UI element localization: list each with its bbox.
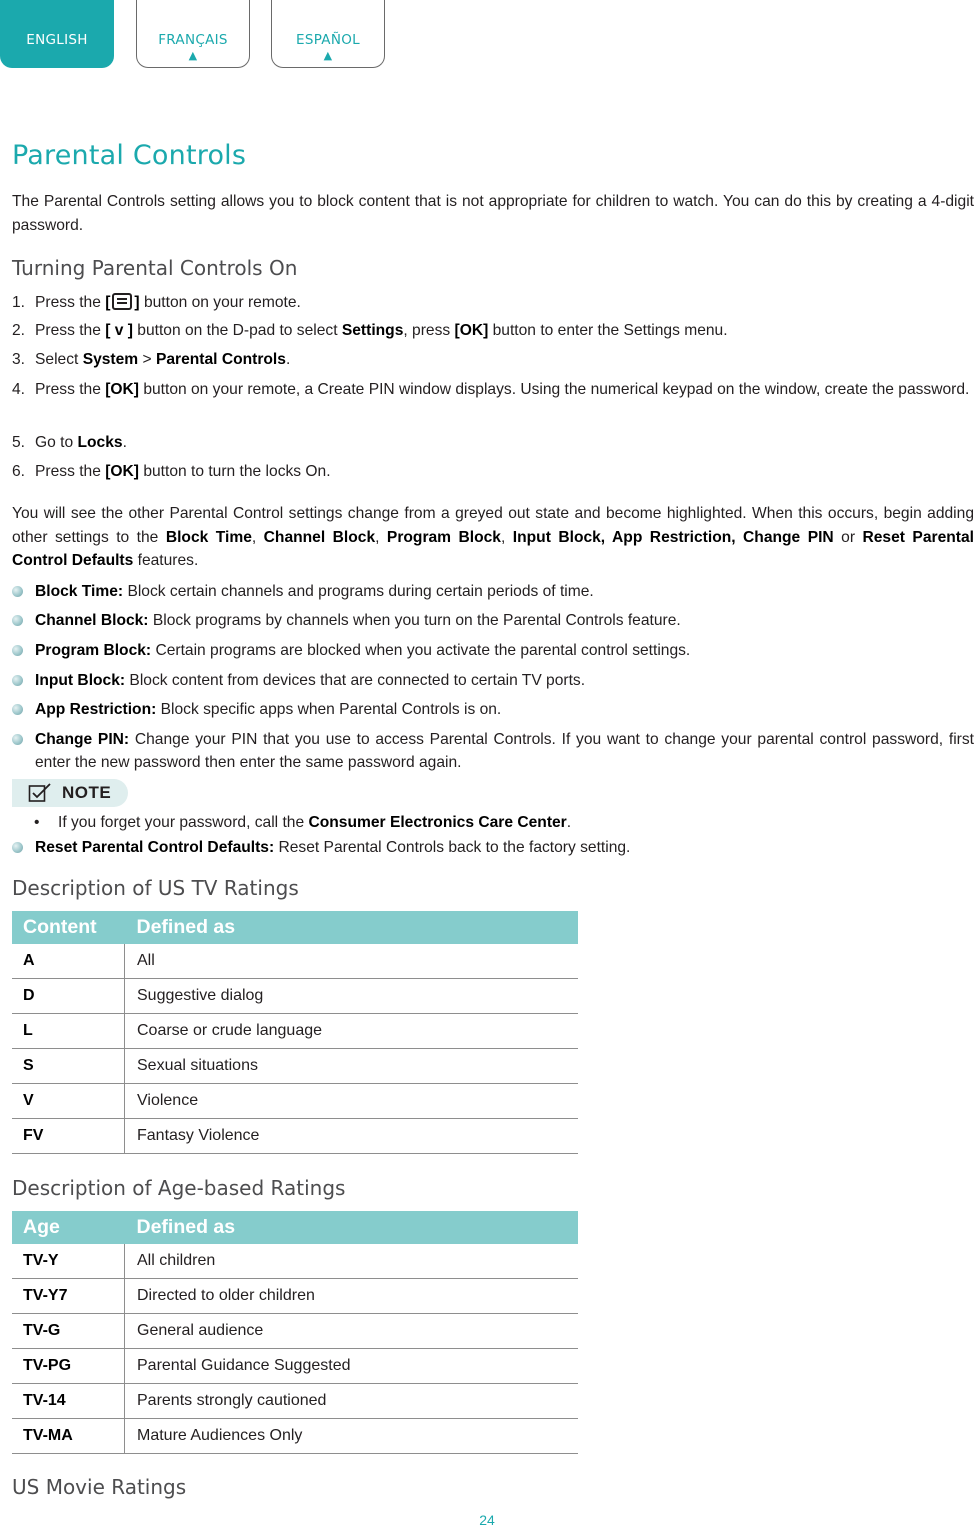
rating-code: TV-Y xyxy=(12,1244,125,1279)
table-header-cell: Age xyxy=(12,1211,125,1244)
rating-code: FV xyxy=(12,1119,125,1154)
rating-code: A xyxy=(12,944,125,979)
tab-espanol-label: ESPAÑOL xyxy=(296,32,360,48)
feature-desc: Change your PIN that you use to access Parental Controls. If you want to change your parental control password, first enter the new password then enter the same password again. xyxy=(35,731,974,771)
table-header-cell: Defined as xyxy=(125,911,579,944)
page-title: Parental Controls xyxy=(12,140,247,171)
rating-definition: Violence xyxy=(125,1084,579,1119)
feature-desc: Reset Parental Controls back to the factory setting. xyxy=(274,839,631,856)
tab-francais[interactable] xyxy=(136,0,250,68)
step-key: [OK] xyxy=(454,322,489,339)
tab-english-label: ENGLISH xyxy=(26,32,88,48)
feature-desc: Certain programs are blocked when you activate the parental control settings. xyxy=(151,642,691,659)
rating-definition: General audience xyxy=(125,1314,579,1349)
arrow-up-icon: ▲ xyxy=(323,49,333,62)
rating-code: TV-14 xyxy=(12,1384,125,1419)
rating-code: L xyxy=(12,1014,125,1049)
step-key: Parental Controls xyxy=(155,351,286,368)
step-text: button to turn the locks On. xyxy=(138,463,331,480)
rating-definition: Fantasy Violence xyxy=(125,1119,579,1154)
feature-item xyxy=(12,580,974,603)
para-text: You will see the other Parental Control settings change from a greyed out state and become highlighted. When this occurs, begin adding other settings to the xyxy=(12,505,974,546)
feature-item xyxy=(12,639,974,662)
table-row xyxy=(12,1419,578,1454)
page-number: 24 xyxy=(479,1512,495,1528)
tab-english[interactable] xyxy=(0,0,114,68)
table-row xyxy=(12,1279,578,1314)
rating-code: TV-PG xyxy=(12,1349,125,1384)
menu-icon xyxy=(112,293,132,310)
step-1 xyxy=(12,291,974,314)
note-badge xyxy=(12,779,128,807)
step-key: [OK] xyxy=(105,463,139,480)
step-3 xyxy=(12,348,974,371)
tab-francais-label: FRANÇAIS xyxy=(158,32,228,48)
table-row xyxy=(12,944,578,979)
rating-code: D xyxy=(12,979,125,1014)
age-ratings-table xyxy=(12,1211,578,1454)
rating-definition: Parents strongly cautioned xyxy=(125,1384,579,1419)
para-bold: Input Block, App Restriction, Change PIN xyxy=(512,528,834,546)
step-text: Press the xyxy=(35,294,106,311)
note-item xyxy=(36,811,571,834)
highlight-paragraph xyxy=(12,502,974,573)
feature-item xyxy=(12,836,974,859)
step-key: [OK] xyxy=(105,381,139,398)
note-text: . xyxy=(566,814,572,831)
bullet-dot-icon xyxy=(12,615,23,626)
rating-code: TV-G xyxy=(12,1314,125,1349)
step-key: [ v ] xyxy=(105,322,133,339)
arrow-up-icon: ▲ xyxy=(188,49,198,62)
step-number: 4. xyxy=(12,381,26,398)
note-bold: Consumer Electronics Care Center xyxy=(308,814,567,831)
step-text: Press the xyxy=(35,381,106,398)
para-bold: Channel Block xyxy=(263,528,376,546)
rating-code: TV-Y7 xyxy=(12,1279,125,1314)
step-number: 3. xyxy=(12,351,26,368)
bullet-mark: • xyxy=(34,814,40,831)
table-header-row xyxy=(12,1211,578,1244)
step-key: System xyxy=(82,351,139,368)
table-row xyxy=(12,1384,578,1419)
para-text: , xyxy=(500,528,513,546)
section-heading-age: Description of Age-based Ratings xyxy=(12,1176,346,1200)
para-text: , xyxy=(375,528,387,546)
bracket-close: ] xyxy=(134,294,140,311)
tab-espanol[interactable] xyxy=(271,0,385,68)
table-row xyxy=(12,1049,578,1084)
bullet-dot-icon xyxy=(12,842,23,853)
step-number: 6. xyxy=(12,463,26,480)
bullet-dot-icon xyxy=(12,586,23,597)
para-text: features. xyxy=(133,552,199,569)
step-text: Go to xyxy=(35,434,78,451)
table-row xyxy=(12,1349,578,1384)
table-header-cell: Defined as xyxy=(125,1211,579,1244)
rating-definition: All xyxy=(125,944,579,979)
table-row xyxy=(12,1314,578,1349)
step-number: 5. xyxy=(12,434,26,451)
note-label: NOTE xyxy=(62,783,112,802)
feature-item xyxy=(12,728,974,774)
step-text: button on your remote. xyxy=(139,294,301,311)
feature-desc: Block certain channels and programs during certain periods of time. xyxy=(123,583,594,600)
note-text: If you forget your password, call the xyxy=(58,814,309,831)
table-row xyxy=(12,1084,578,1119)
rating-definition: Coarse or crude language xyxy=(125,1014,579,1049)
table-row xyxy=(12,1119,578,1154)
feature-item xyxy=(12,609,974,632)
step-5 xyxy=(12,431,974,454)
step-text: , press xyxy=(403,322,455,339)
para-text: , xyxy=(251,528,264,546)
step-text: button to enter the Settings menu. xyxy=(488,322,728,339)
section-heading-us-tv: Description of US TV Ratings xyxy=(12,876,299,900)
feature-term: Reset Parental Control Defaults: xyxy=(35,839,275,856)
step-key: Locks xyxy=(77,434,123,451)
table-row xyxy=(12,1014,578,1049)
rating-definition: Parental Guidance Suggested xyxy=(125,1349,579,1384)
bullet-dot-icon xyxy=(12,704,23,715)
rating-definition: Mature Audiences Only xyxy=(125,1419,579,1454)
feature-item xyxy=(12,669,974,692)
feature-term: Change PIN: xyxy=(35,731,130,748)
feature-desc: Block content from devices that are connected to certain TV ports. xyxy=(125,672,586,689)
para-text: or xyxy=(833,528,863,546)
rating-definition: Sexual situations xyxy=(125,1049,579,1084)
feature-term: Block Time: xyxy=(35,583,124,600)
step-text: button on your remote, a Create PIN window displays. Using the numerical keypad on the window, create the password. xyxy=(138,381,970,398)
rating-definition: Suggestive dialog xyxy=(125,979,579,1014)
rating-code: V xyxy=(12,1084,125,1119)
intro-paragraph: The Parental Controls setting allows you to block content that is not appropriate for children to watch. You can do this by creating a 4-digit password. xyxy=(12,193,974,234)
step-key: Settings xyxy=(341,322,404,339)
step-number: 1. xyxy=(12,294,26,311)
section-heading-turning-on: Turning Parental Controls On xyxy=(12,256,298,280)
step-text: . xyxy=(285,351,291,368)
feature-term: Input Block: xyxy=(35,672,126,689)
step-text: . xyxy=(122,434,127,451)
step-2 xyxy=(12,319,974,342)
feature-desc: Block programs by channels when you turn on the Parental Controls feature. xyxy=(148,612,681,629)
feature-item xyxy=(12,698,974,721)
table-header-row xyxy=(12,911,578,944)
para-bold: Reset Parental Control Defaults xyxy=(12,528,974,569)
step-text: button on the D-pad to select xyxy=(132,322,342,339)
step-4 xyxy=(12,378,974,401)
table-row xyxy=(12,979,578,1014)
note-check-icon xyxy=(28,783,52,803)
step-text: Select xyxy=(35,351,83,368)
table-header-cell: Content xyxy=(12,911,125,944)
rating-definition: All children xyxy=(125,1244,579,1279)
feature-term: Channel Block: xyxy=(35,612,149,629)
table-row xyxy=(12,1244,578,1279)
feature-desc: Block specific apps when Parental Controls is on. xyxy=(156,701,502,718)
step-text: Press the xyxy=(35,463,106,480)
para-bold: Block Time xyxy=(165,528,252,546)
rating-code: S xyxy=(12,1049,125,1084)
us-tv-ratings-table xyxy=(12,911,578,1154)
para-bold: Program Block xyxy=(386,528,501,546)
step-6 xyxy=(12,460,974,483)
bracket-open: [ xyxy=(105,294,111,311)
bullet-dot-icon xyxy=(12,675,23,686)
step-text: Press the xyxy=(35,322,106,339)
bullet-dot-icon xyxy=(12,734,23,745)
step-number: 2. xyxy=(12,322,26,339)
section-heading-movie: US Movie Ratings xyxy=(12,1475,187,1499)
rating-definition: Directed to older children xyxy=(125,1279,579,1314)
bullet-dot-icon xyxy=(12,645,23,656)
rating-code: TV-MA xyxy=(12,1419,125,1454)
feature-term: Program Block: xyxy=(35,642,152,659)
step-text: > xyxy=(138,351,156,368)
feature-term: App Restriction: xyxy=(35,701,157,718)
